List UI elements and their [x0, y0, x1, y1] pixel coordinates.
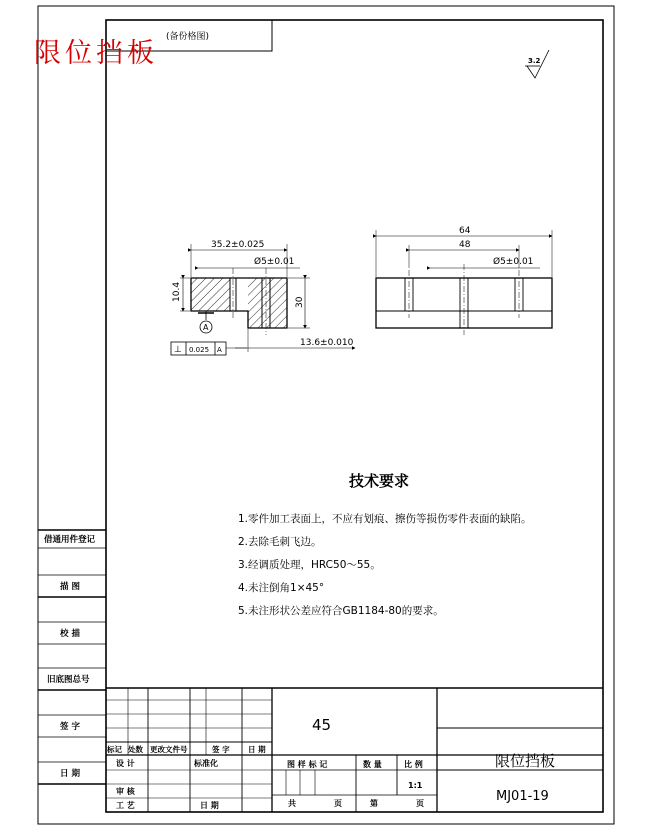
- material-value: 45: [312, 716, 332, 734]
- tol-value: 0.025: [189, 346, 210, 354]
- top-dim-hole: Ø5±0.01: [493, 257, 534, 267]
- tech-item: 1.零件加工表面上，不应有划痕、擦伤等损伤零件表面的缺陷。: [238, 513, 532, 525]
- surface-finish-symbol: [525, 50, 549, 78]
- dim-left: 10.4: [172, 281, 182, 302]
- process-label: 工 艺: [116, 801, 135, 810]
- strip-label: 描 图: [60, 582, 80, 592]
- scale-value: 1:1: [408, 781, 423, 790]
- standard-label: 标准化: [194, 759, 218, 768]
- dim-height: 30: [295, 296, 305, 308]
- dim-width: 35.2±0.025: [211, 240, 265, 250]
- rev-header: 更改文件号: [150, 745, 188, 754]
- tech-item: 2.去除毛刺飞边。: [238, 536, 322, 548]
- title-block: [106, 688, 603, 812]
- drawing-number: MJ01-19: [496, 789, 549, 804]
- date-label: 日 期: [200, 801, 219, 810]
- design-label: 设 计: [116, 759, 135, 768]
- tol-symbol: ⊥: [174, 345, 182, 355]
- tech-title: 技术要求: [349, 472, 410, 490]
- part-name: 限位挡板: [495, 752, 556, 770]
- strip-label: 旧底图总号: [47, 675, 90, 685]
- review-label: 审 核: [116, 787, 135, 796]
- overlay-title: 限位挡板: [34, 38, 158, 69]
- tech-item: 3.经调质处理，HRC50～55。: [238, 559, 381, 571]
- stage-mark-label: 图 样 标 记: [287, 760, 328, 769]
- strip-label: 日 期: [60, 769, 80, 779]
- tech-item: 4.未注倒角1×45°: [238, 582, 325, 594]
- outer-border: [38, 6, 614, 824]
- page-of-label: 第: [370, 799, 378, 808]
- tol-datum: A: [217, 346, 222, 354]
- rev-header: 日 期: [248, 745, 266, 754]
- strip-label: 借通用件登记: [44, 535, 96, 545]
- tech-requirements: [238, 472, 532, 617]
- rev-header: 签 字: [212, 745, 230, 754]
- left-strip: [38, 530, 106, 784]
- dim-hole: Ø5±0.01: [254, 257, 295, 267]
- top-box-label: (备份格图): [166, 32, 210, 42]
- strip-label: 签 字: [60, 722, 80, 732]
- sheet-label: 页: [334, 799, 342, 808]
- strip-label: 校 描: [60, 629, 80, 639]
- weight-label: 数 量: [363, 760, 382, 769]
- top-view: [376, 226, 552, 335]
- ratio-label: 比 例: [404, 760, 423, 769]
- dim-total: 64: [459, 226, 471, 236]
- rev-header: 处数: [128, 745, 143, 754]
- tech-item: 5.未注形状公差应符合GB1184-80的要求。: [238, 605, 444, 617]
- page-label: 页: [416, 799, 424, 808]
- surface-finish-value: 3.2: [528, 57, 541, 65]
- dim-pitch: 48: [459, 240, 471, 250]
- inner-border: [106, 20, 603, 812]
- rev-header: 标记: [107, 745, 122, 754]
- total-label: 共: [288, 799, 296, 808]
- side-view: [171, 240, 355, 355]
- dim-bottom: 13.6±0.010: [300, 338, 354, 348]
- datum-label: A: [203, 323, 209, 332]
